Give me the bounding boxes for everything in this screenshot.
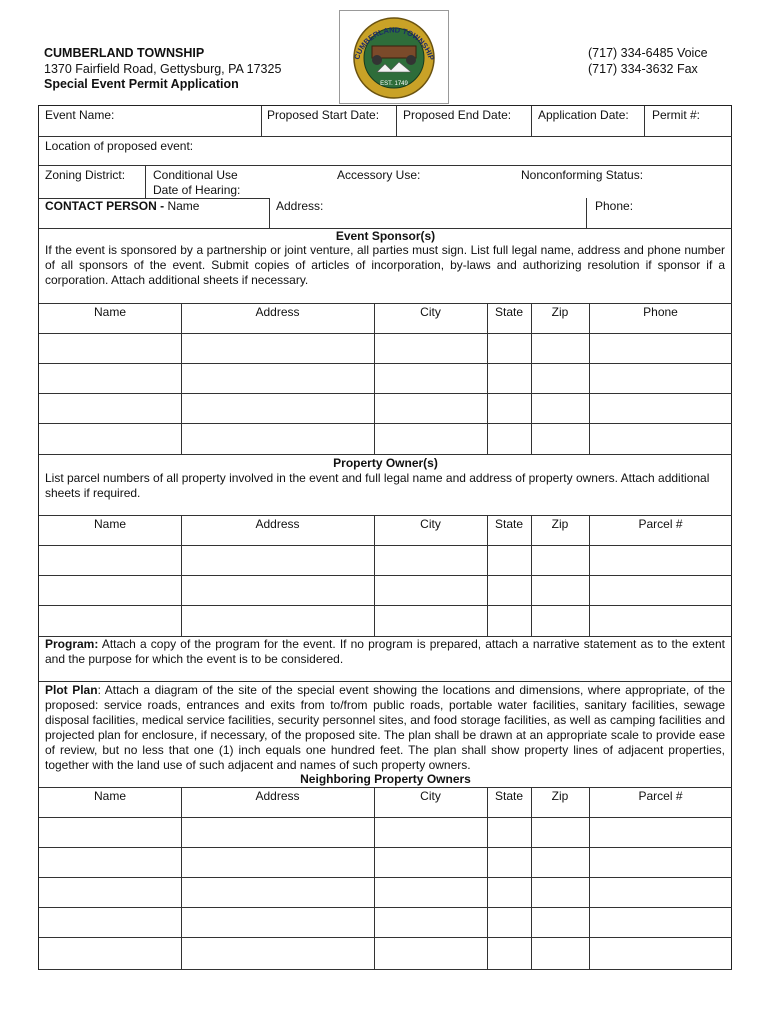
column-header: Name (93, 517, 126, 531)
table-cell[interactable] (375, 606, 487, 636)
table-cell[interactable] (488, 334, 531, 363)
column-header: Address (255, 517, 300, 531)
phone-fax: (717) 334-3632 Fax (588, 62, 698, 76)
table-cell[interactable] (182, 938, 374, 969)
table-cell[interactable] (40, 424, 181, 454)
table-cell[interactable] (590, 576, 732, 605)
table-cell[interactable] (590, 394, 732, 423)
table-cell[interactable] (590, 938, 732, 969)
zoning-district-label: Zoning District: (45, 168, 126, 182)
table-cell[interactable] (488, 908, 531, 937)
table-cell[interactable] (532, 818, 589, 847)
table-cell[interactable] (532, 848, 589, 877)
table-cell[interactable] (182, 818, 374, 847)
table-cell[interactable] (532, 394, 589, 423)
table-cell[interactable] (375, 848, 487, 877)
table-cell[interactable] (488, 364, 531, 393)
table-cell[interactable] (590, 878, 732, 907)
contact-phone-label: Phone: (595, 199, 634, 213)
column-header: State (494, 305, 524, 319)
contact-name-label: Name (167, 199, 200, 213)
date-of-hearing-label: Date of Hearing: (153, 183, 241, 197)
table-cell[interactable] (40, 878, 181, 907)
column-header: Phone (643, 305, 678, 319)
table-cell[interactable] (182, 606, 374, 636)
table-cell[interactable] (590, 334, 732, 363)
owners-heading: Property Owner(s) (333, 456, 438, 470)
program-text: Attach a copy of the program for the event. If no program is prepared, attach a narrative statement as to the extent and the purpose for which the event is to be considered. (45, 637, 725, 666)
table-cell[interactable] (375, 908, 487, 937)
end-date-field[interactable] (397, 106, 531, 136)
column-header: City (420, 789, 441, 803)
start-date-label: Proposed Start Date: (267, 108, 380, 122)
accessory-use-label: Accessory Use: (337, 168, 421, 182)
table-cell[interactable] (590, 606, 732, 636)
table-cell[interactable] (532, 938, 589, 969)
neighbors-heading: Neighboring Property Owners (300, 772, 471, 786)
contact-phone-field[interactable] (587, 199, 731, 227)
sponsors-heading: Event Sponsor(s) (335, 229, 436, 243)
program-section (45, 637, 725, 667)
table-cell[interactable] (375, 878, 487, 907)
table-cell[interactable] (182, 334, 374, 363)
owners-instructions: List parcel numbers of all property involved in the event and full legal name and address of property owners. Attach additional sheets if required. (45, 471, 710, 500)
table-cell[interactable] (532, 546, 589, 575)
table-cell[interactable] (375, 424, 487, 454)
table-cell[interactable] (375, 334, 487, 363)
table-cell[interactable] (532, 576, 589, 605)
table-cell[interactable] (182, 848, 374, 877)
application-date-field[interactable] (532, 106, 644, 136)
table-cell[interactable] (375, 364, 487, 393)
event-name-label: Event Name: (45, 108, 115, 122)
table-cell[interactable] (590, 546, 732, 575)
column-header: City (420, 305, 441, 319)
phone-voice: (717) 334-6485 Voice (588, 46, 708, 60)
application-date-label: Application Date: (538, 108, 629, 122)
table-cell[interactable] (488, 878, 531, 907)
contact-person-heading: CONTACT PERSON - (45, 199, 168, 213)
table-cell[interactable] (375, 818, 487, 847)
seal-text: CUMBERLAND TOWNSHIP (352, 25, 436, 62)
table-cell[interactable] (40, 848, 181, 877)
table-cell[interactable] (40, 606, 181, 636)
table-cell[interactable] (182, 878, 374, 907)
table-cell[interactable] (488, 576, 531, 605)
end-date-label: Proposed End Date: (403, 108, 512, 122)
table-cell[interactable] (488, 546, 531, 575)
table-cell[interactable] (590, 424, 732, 454)
column-header: Address (255, 305, 300, 319)
table-cell[interactable] (488, 424, 531, 454)
table-cell[interactable] (40, 938, 181, 969)
program-label: Program: (45, 637, 99, 651)
table-cell[interactable] (40, 908, 181, 937)
plot-plan-section (45, 683, 725, 773)
column-header: State (494, 517, 524, 531)
plot-plan-text: : Attach a diagram of the site of the special event showing the locations and dimensions, where appropriate, of the proposed: service roads, entrances and exits from to/from public roads, portable water facilities, sanitary facilities, sewage disposal facilities, medical service facilities, security personnel sites, and food storage facilities, as well as camping facilities and projected plan for enclosure, if necessary, of the proposed site. The plan shall be drawn at an appropriate scale to provide ease of review, but no less that one (1) inch equals one hundred feet. The plan shall show property lines of adjacent properties, together with the land use of such adjacent and names of such property owners. (45, 683, 725, 772)
table-cell[interactable] (532, 878, 589, 907)
table-cell[interactable] (488, 938, 531, 969)
contact-address-label: Address: (276, 199, 324, 213)
table-cell[interactable] (375, 546, 487, 575)
table-cell[interactable] (590, 848, 732, 877)
sponsors-instructions: If the event is sponsored by a partnership or joint venture, all parties must sign. List full legal name, address and phone number of all sponsors of the event. Submit copies of articles of incorporation, by-laws and authorizing resolution if sponsor if a corporation. Attach additional sheets if necessary. (45, 243, 725, 287)
column-header: Parcel # (638, 789, 683, 803)
column-header: Name (93, 305, 126, 319)
event-name-field[interactable] (39, 106, 261, 136)
column-header: Name (93, 789, 126, 803)
location-label: Location of proposed event: (45, 139, 194, 153)
start-date-field[interactable] (262, 106, 396, 136)
contact-person-label (45, 199, 199, 213)
nonconforming-status-label: Nonconforming Status: (521, 168, 644, 182)
township-seal-logo (339, 10, 449, 104)
table-cell[interactable] (182, 364, 374, 393)
table-cell[interactable] (488, 606, 531, 636)
column-header: Address (255, 789, 300, 803)
table-cell[interactable] (532, 606, 589, 636)
table-cell[interactable] (375, 394, 487, 423)
table-cell[interactable] (590, 818, 732, 847)
table-cell[interactable] (40, 394, 181, 423)
permit-number-label: Permit #: (652, 108, 701, 122)
table-cell[interactable] (40, 818, 181, 847)
column-header: State (494, 789, 524, 803)
table-cell[interactable] (488, 394, 531, 423)
table-cell[interactable] (40, 334, 181, 363)
table-cell[interactable] (182, 576, 374, 605)
column-header: Zip (551, 305, 569, 319)
table-cell[interactable] (532, 364, 589, 393)
conditional-use-label: Conditional Use (153, 168, 238, 182)
column-header: City (420, 517, 441, 531)
seal-year: EST. 1749 (380, 81, 408, 87)
contact-address-field[interactable] (270, 199, 586, 227)
table-cell[interactable] (590, 908, 732, 937)
table-cell[interactable] (40, 364, 181, 393)
table-cell[interactable] (40, 576, 181, 605)
table-cell[interactable] (532, 424, 589, 454)
column-header: Zip (551, 789, 569, 803)
column-header: Zip (551, 517, 569, 531)
table-cell[interactable] (532, 334, 589, 363)
table-cell[interactable] (590, 364, 732, 393)
table-cell[interactable] (532, 908, 589, 937)
org-address: 1370 Fairfield Road, Gettysburg, PA 17325 (44, 62, 282, 76)
table-cell[interactable] (182, 394, 374, 423)
table-cell[interactable] (182, 908, 374, 937)
plot-plan-label: Plot Plan (45, 683, 98, 697)
table-cell[interactable] (182, 424, 374, 454)
table-cell[interactable] (488, 818, 531, 847)
column-header: Parcel # (638, 517, 683, 531)
table-cell[interactable] (182, 546, 374, 575)
table-cell[interactable] (40, 546, 181, 575)
table-cell[interactable] (375, 576, 487, 605)
form-title: Special Event Permit Application (44, 77, 239, 91)
permit-number-field[interactable] (645, 106, 731, 136)
org-name: CUMBERLAND TOWNSHIP (44, 46, 205, 60)
table-cell[interactable] (488, 848, 531, 877)
conditional-use-field[interactable] (146, 166, 296, 198)
table-cell[interactable] (375, 938, 487, 969)
location-field[interactable] (39, 137, 732, 165)
zoning-district-field[interactable] (39, 166, 145, 198)
